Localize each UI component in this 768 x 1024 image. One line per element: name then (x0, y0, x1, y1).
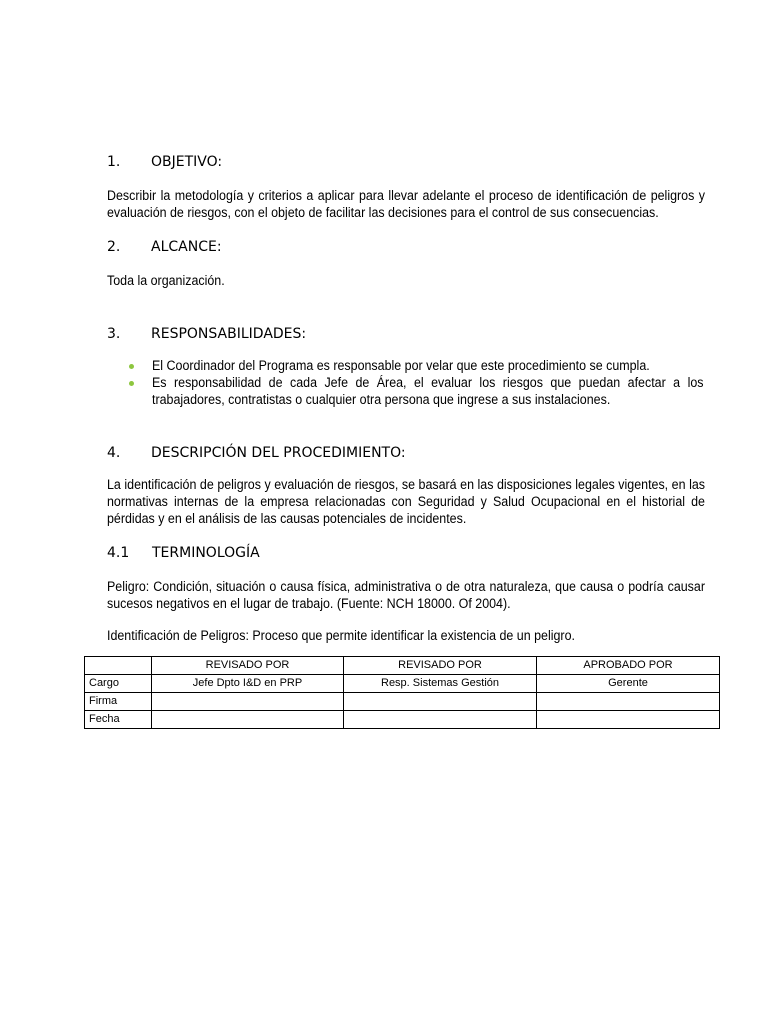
section-title: RESPONSABILIDADES: (151, 326, 307, 342)
table-row (85, 711, 720, 729)
descripcion-paragraph: La identificación de peligros y evaluación de riesgos, se basará en las disposiciones legales vigentes, en las normativas internas de la empresa relacionadas con Seguridad y Salud Ocupacional en el historial de pérdidas y en el análisis de las causas potenciales de incidentes. (107, 477, 705, 526)
table-cell: Jefe Dpto I&D en PRP (152, 675, 344, 693)
bullet-dot-icon (129, 364, 134, 369)
table-cell (152, 693, 344, 711)
table-cell (537, 693, 720, 711)
definicion-peligro: Peligro: Condición, situación o causa física, administrativa o de otra naturaleza, que causa o podría causar sucesos negativos en el lugar de trabajo. (Fuente: NCH 18000. Of 2004). (107, 579, 705, 611)
section-title: ALCANCE: (151, 239, 222, 255)
table-cell (537, 711, 720, 729)
list-item-text: Es responsabilidad de cada Jefe de Área, el evaluar los riesgos que puedan afectar a los trabajadores, contratistas o cualquier otra persona que ingrese a sus instalaciones. (152, 374, 704, 407)
table-cell (152, 711, 344, 729)
objetivo-paragraph: Describir la metodología y criterios a aplicar para llevar adelante el proceso de identificación de peligros y evaluación de riesgos, con el objeto de facilitar las decisiones para el control de sus consecuencias. (107, 188, 705, 220)
section-heading-objetivo (107, 153, 222, 171)
section-number: 1. (107, 154, 121, 170)
section-number: 2. (107, 239, 121, 255)
section-heading-responsabilidades (107, 325, 306, 343)
alcance-paragraph: Toda la organización. (107, 273, 225, 288)
table-cell: Fecha (85, 711, 152, 729)
list-item (107, 375, 705, 409)
table-header-row (85, 657, 720, 675)
section-number: 3. (107, 326, 121, 342)
table-header-cell (85, 657, 152, 675)
section-number: 4.1 (107, 545, 130, 561)
bullet-dot-icon (129, 381, 134, 386)
table-header-cell: REVISADO POR (152, 657, 344, 675)
section-title: OBJETIVO: (151, 154, 223, 170)
list-item-text: El Coordinador del Programa es responsable por velar que este procedimiento se cumpla. (152, 358, 650, 373)
responsabilidades-list (107, 358, 705, 408)
table-cell (344, 693, 537, 711)
section-number: 4. (107, 445, 121, 461)
definicion-identificacion: Identificación de Peligros: Proceso que permite identificar la existencia de un peligro. (107, 628, 575, 643)
table-cell (344, 711, 537, 729)
table-cell: Resp. Sistemas Gestión (344, 675, 537, 693)
section-heading-descripcion (107, 444, 406, 462)
section-title: TERMINOLOGÍA (152, 545, 260, 561)
section-title: DESCRIPCIÓN DEL PROCEDIMIENTO: (151, 445, 406, 461)
list-item (107, 358, 705, 375)
table-header-cell: REVISADO POR (344, 657, 537, 675)
table-header-cell: APROBADO POR (537, 657, 720, 675)
table-cell: Cargo (85, 675, 152, 693)
table-row (85, 693, 720, 711)
table-row (85, 675, 720, 693)
table-cell: Gerente (537, 675, 720, 693)
section-heading-terminologia (107, 544, 260, 562)
table-cell: Firma (85, 693, 152, 711)
signature-table (84, 656, 720, 729)
section-heading-alcance (107, 238, 222, 256)
